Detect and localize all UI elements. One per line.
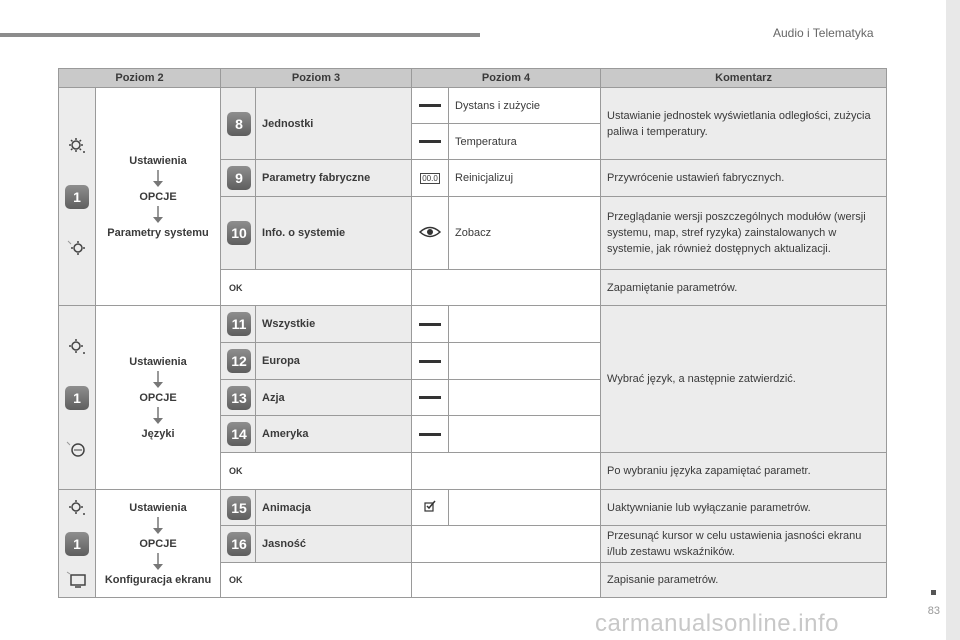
group3-icons <box>59 490 96 598</box>
checkbox-checked-icon <box>424 500 436 512</box>
level3-label: Info. o systemie <box>256 197 412 270</box>
comment-cell: Po wybraniu języka zapamiętać parametr. <box>601 453 887 490</box>
comment-cell: Ustawianie jednostek wyświetlania odległości, zużycia paliwa i temperatury. <box>601 88 887 160</box>
flow-step: Języki <box>141 427 175 440</box>
comment-cell: Zapamiętanie parametrów. <box>601 270 887 306</box>
counter-display-icon: 00.0 <box>422 174 438 183</box>
header-level3: Poziom 3 <box>221 69 412 88</box>
level3-label: Europa <box>256 343 412 380</box>
arrow-down-icon <box>152 553 164 571</box>
ok-label: OK <box>229 282 243 293</box>
bullet-marker <box>931 590 936 595</box>
gear-icon <box>68 137 86 155</box>
flow-step: Konfiguracja ekranu <box>104 573 212 586</box>
page-number: 83 <box>927 605 940 617</box>
level4-label: Temperatura <box>449 124 601 160</box>
flow-step: OPCJE <box>139 391 177 404</box>
comment-cell: Wybrać język, a następnie zatwierdzić. <box>601 306 887 453</box>
step-badge: 14 <box>227 422 251 446</box>
comment-cell: Przeglądanie wersji poszczególnych modułów (wersji systemu, map, stref ryzyka) zainstalowanych w systemie, jak również dostępnych aktualizacji. <box>601 197 887 270</box>
arrow-down-icon <box>152 407 164 425</box>
group3-flow <box>96 490 221 598</box>
dash-icon <box>419 396 441 399</box>
dash-icon <box>419 140 441 143</box>
group1-flow <box>96 88 221 306</box>
display-screen-icon <box>66 571 88 589</box>
dash-icon <box>419 360 441 363</box>
section-title: Audio i Telematyka <box>773 26 874 40</box>
comment-cell: Przywrócenie ustawień fabrycznych. <box>601 160 887 197</box>
step-badge: 11 <box>227 312 251 336</box>
arrow-down-icon <box>152 206 164 224</box>
top-rule <box>0 33 480 37</box>
header-comment: Komentarz <box>601 69 887 88</box>
settings-table <box>58 68 887 598</box>
step-badge: 12 <box>227 349 251 373</box>
level3-label: Parametry fabryczne <box>256 160 412 197</box>
gear-icon <box>68 338 86 356</box>
step-badge: 15 <box>227 496 251 520</box>
level3-label: Jasność <box>256 526 412 563</box>
level3-label: Animacja <box>256 490 412 526</box>
arrow-down-icon <box>152 517 164 535</box>
comment-cell: Uaktywnianie lub wyłączanie parametrów. <box>601 490 887 526</box>
table-row <box>59 88 887 124</box>
level4-label: Zobacz <box>449 197 601 270</box>
arrow-down-icon <box>152 170 164 188</box>
flow-step: OPCJE <box>139 537 177 550</box>
level3-label: Azja <box>256 380 412 416</box>
ok-label: OK <box>229 466 243 476</box>
level4-label: Dystans i zużycie <box>449 88 601 124</box>
table-header-row <box>59 69 887 88</box>
watermark: carmanualsonline.info <box>595 610 839 637</box>
flow-step: OPCJE <box>139 190 177 203</box>
comment-cell: Zapisanie parametrów. <box>601 563 887 598</box>
flow-step: Ustawienia <box>129 501 187 514</box>
step-badge: 1 <box>65 532 89 556</box>
dash-icon <box>419 433 441 436</box>
level3-label: Jednostki <box>256 88 412 160</box>
settings-gear-icon <box>67 239 87 257</box>
comment-cell: Przesunąć kursor w celu ustawienia jasności ekranu i/lub zestawu wskaźników. <box>601 526 887 563</box>
arrow-down-icon <box>152 371 164 389</box>
ok-label: OK <box>229 575 243 585</box>
flow-step: Parametry systemu <box>107 226 209 239</box>
step-badge: 13 <box>227 386 251 410</box>
table-row <box>59 490 887 526</box>
gear-icon <box>68 499 86 517</box>
dash-icon <box>419 323 441 326</box>
language-icon <box>66 440 88 458</box>
eye-icon <box>419 225 441 239</box>
group2-flow <box>96 306 221 490</box>
flow-step: Ustawienia <box>129 154 187 167</box>
level4-label: Reinicjalizuj <box>449 160 601 197</box>
table-row <box>59 306 887 343</box>
dash-icon <box>419 104 441 107</box>
step-badge: 1 <box>65 386 89 410</box>
header-level4: Poziom 4 <box>412 69 601 88</box>
group2-icons <box>59 306 96 490</box>
step-badge: 10 <box>227 221 251 245</box>
step-badge: 16 <box>227 532 251 556</box>
level3-label: Wszystkie <box>256 306 412 343</box>
step-badge: 1 <box>65 185 89 209</box>
step-badge: 8 <box>227 112 251 136</box>
group1-icons <box>59 88 96 306</box>
flow-step: Ustawienia <box>129 355 187 368</box>
side-strip <box>946 0 960 640</box>
step-badge: 9 <box>227 166 251 190</box>
level3-label: Ameryka <box>256 416 412 453</box>
header-level2: Poziom 2 <box>59 69 221 88</box>
